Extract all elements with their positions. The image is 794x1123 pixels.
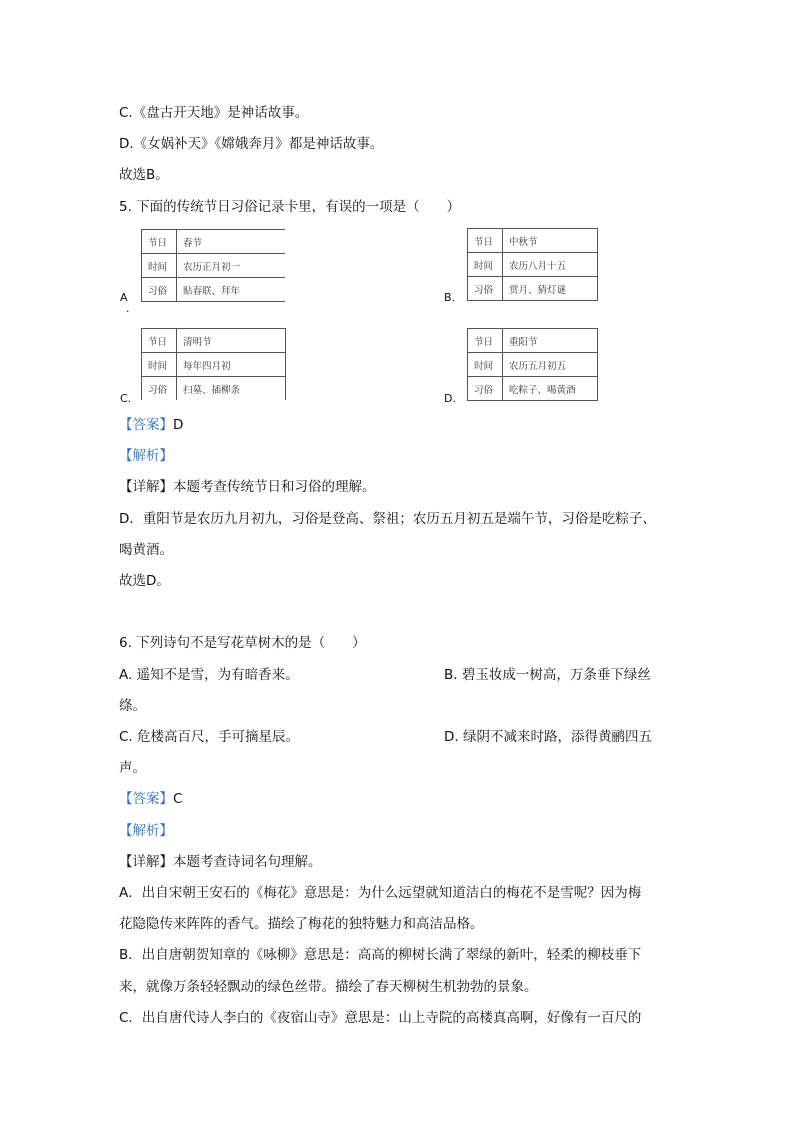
detail-label: 【详解】 (119, 479, 173, 495)
card-a-value: 贴春联、拜年 (177, 278, 286, 302)
card-b-key: 习俗 (468, 277, 503, 301)
card-d-value: 重阳节 (503, 329, 598, 353)
answer-value: D (173, 417, 184, 433)
card-a-key: 节日 (142, 230, 177, 254)
q6-option-d-line-1: D. 绿阴不减来时路，添得黄鹂四五 (444, 729, 652, 745)
card-d-key: 习俗 (468, 377, 503, 401)
q6-option-c: C. 危楼高百尺，手可摘星辰。 (119, 729, 300, 745)
card-b-key: 节日 (468, 229, 503, 253)
answer-5 (119, 416, 183, 434)
card-b-value: 农历八月十五 (503, 253, 598, 277)
answer-label: 【答案】 (119, 791, 173, 807)
card-d-key: 节日 (468, 329, 503, 353)
option-a-dot: . (126, 302, 130, 315)
card-a-key: 习俗 (142, 278, 177, 302)
card-c-key: 时间 (142, 353, 177, 377)
option-b-label: B. (444, 291, 456, 304)
card-c (141, 328, 286, 400)
card-b (467, 228, 598, 301)
option-d-prev: D.《女娲补天》《嫦娥奔月》都是神话故事。 (119, 136, 384, 152)
card-a-key: 时间 (142, 254, 177, 278)
detail-text: 本题考查传统节日和习俗的理解。 (173, 479, 376, 495)
card-b-key: 时间 (468, 253, 503, 277)
answer-value: C (173, 791, 183, 807)
option-d-label: D. (444, 392, 456, 405)
option-c-label: C. (120, 392, 132, 405)
answer-6 (119, 790, 182, 808)
card-c-value: 每年四月初 (177, 353, 286, 377)
card-b-value: 赏月、猜灯谜 (503, 277, 598, 301)
card-b-value: 中秋节 (503, 229, 598, 253)
selection-5: 故选D。 (119, 573, 170, 589)
card-d-value: 吃粽子、喝黄酒 (503, 377, 598, 401)
explanation-5-line-2: 喝黄酒。 (119, 542, 173, 558)
card-a-value: 春节 (177, 230, 286, 254)
explanation-5-line-1: D．重阳节是农历九月初九，习俗是登高、祭祖；农历五月初五是端午节，习俗是吃粽子、 (119, 511, 656, 527)
card-d (467, 328, 598, 401)
option-a-label: A (120, 291, 128, 304)
analysis-label: 【解析】 (119, 448, 173, 464)
explanation-6-a-line-1: A．出自宋朝王安石的《梅花》意思是：为什么远望就知道洁白的梅花不是雪呢？因为梅 (119, 885, 642, 901)
explanation-6-b-line-1: B．出自唐朝贺知章的《咏柳》意思是：高高的柳树长满了翠绿的新叶，轻柔的柳枝垂下 (119, 947, 642, 963)
card-a (141, 229, 285, 302)
analysis-6-heading (119, 822, 173, 840)
explanation-6-a-line-2: 花隐隐传来阵阵的香气。描绘了梅花的独特魅力和高洁品格。 (119, 916, 484, 932)
option-c-prev: C.《盘古开天地》是神话故事。 (119, 105, 309, 121)
card-d-key: 时间 (468, 353, 503, 377)
card-c-key: 节日 (142, 329, 177, 353)
card-c-key: 习俗 (142, 377, 177, 401)
explanation-6-c-line-1: C．出自唐代诗人李白的《夜宿山寺》意思是：山上寺院的高楼真高啊，好像有一百尺的 (119, 1010, 642, 1026)
selection-prev: 故选B。 (119, 167, 169, 183)
detail-text: 本题考查诗词名句理解。 (173, 854, 322, 870)
explanation-6-b-line-2: 来，就像万条轻轻飘动的绿色丝带。描绘了春天柳树生机勃勃的景象。 (119, 979, 538, 995)
analysis-label: 【解析】 (119, 823, 173, 839)
q6-option-b-line-1: B. 碧玉妆成一树高，万条垂下绿丝 (444, 667, 651, 683)
question-5: 5. 下面的传统节日习俗记录卡里，有误的一项是（ ） (119, 199, 461, 215)
q6-option-d-line-2: 声。 (119, 760, 146, 776)
detail-5 (119, 478, 376, 496)
detail-label: 【详解】 (119, 854, 173, 870)
detail-6 (119, 853, 322, 871)
question-6: 6. 下列诗句不是写花草树木的是（ ） (119, 635, 366, 651)
card-a-value: 农历正月初一 (177, 254, 286, 278)
card-c-value: 清明节 (177, 329, 286, 353)
analysis-5-heading (119, 447, 173, 465)
answer-label: 【答案】 (119, 417, 173, 433)
card-d-value: 农历五月初五 (503, 353, 598, 377)
card-c-value: 扫墓、插柳条 (177, 377, 286, 401)
q6-option-b-line-2: 绦。 (119, 698, 146, 714)
q6-option-a: A. 遥知不是雪，为有暗香来。 (119, 667, 299, 683)
